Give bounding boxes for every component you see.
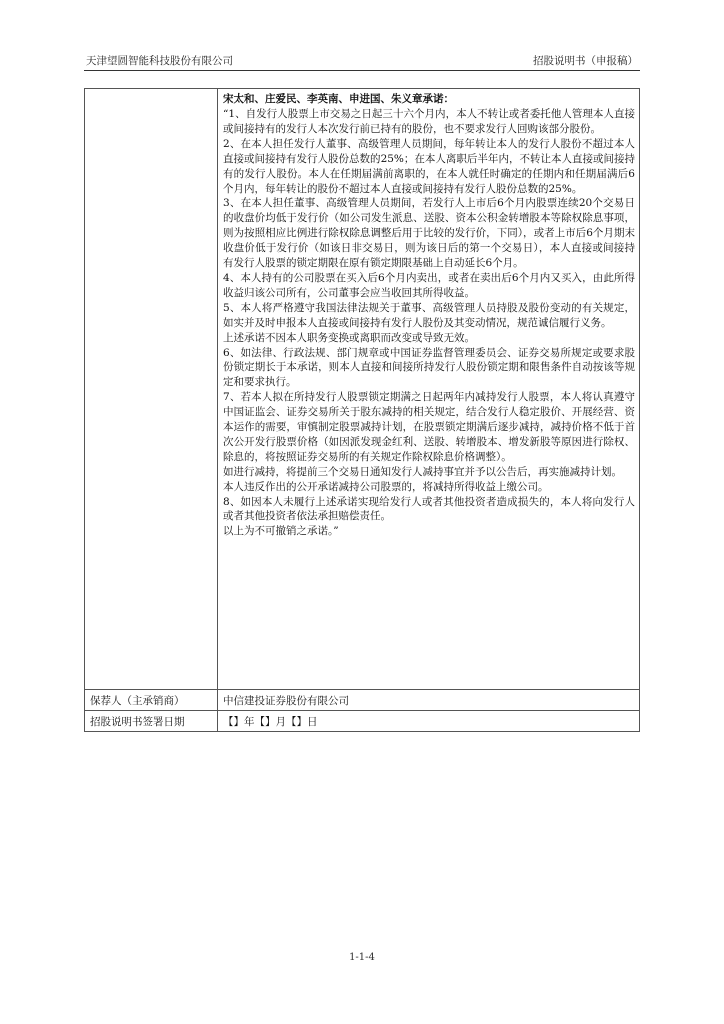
signing-date-label: 招股说明书签署日期 bbox=[85, 711, 218, 732]
commitment-cell bbox=[218, 89, 640, 690]
page-header bbox=[84, 50, 640, 71]
sponsor-label: 保荐人（主承销商） bbox=[85, 690, 218, 711]
commitment-paragraph-1: “1、自发行人股票上市交易之日起三十六个月内，本人不转让或者委托他人管理本人直接或间接持有的发行人本次发行前已持有的股份，也不要求发行人回购该部分股份。 bbox=[223, 108, 635, 135]
commitment-paragraph-6: 上述承诺不因本人职务变换或离职而改变或导致无效。 bbox=[223, 331, 475, 344]
sponsor-value: 中信建投证券股份有限公司 bbox=[218, 690, 640, 711]
empty-label-cell bbox=[85, 89, 218, 690]
commitment-paragraph-11: 8、如因本人未履行上述承诺实现给发行人或者其他投资者造成损失的，本人将向发行人或者其他投资者依法承担赔偿责任。 bbox=[223, 495, 635, 523]
commitment-row bbox=[85, 89, 640, 690]
info-table bbox=[84, 88, 640, 732]
commitment-paragraph-9: 如进行减持，将提前三个交易日通知发行人减持事宜并予以公告后，再实施减持计划。 bbox=[223, 465, 622, 478]
commitment-paragraph-7: 6、如法律、行政法规、部门规章或中国证券监督管理委员会、证券交易所规定或要求股份锁定期长于本承诺，则本人直接和间接所持发行人股份锁定期和限售条件自动按该等规定和要求执行。 bbox=[223, 346, 635, 389]
commitment-paragraph-10: 本人违反作出的公开承诺减持公司股票的，将减持所得收益上缴公司。 bbox=[223, 480, 549, 493]
company-name: 天津望圆智能科技股份有限公司 bbox=[86, 55, 233, 67]
signing-date-row bbox=[85, 711, 640, 732]
page-number: 1-1-4 bbox=[349, 952, 375, 963]
commitment-paragraph-3: 3、在本人担任董事、高级管理人员期间，若发行人上市后6个月内股票连续20个交易日的收盘价均低于发行价（如公司发生派息、送股、资本公积金转增股本等除权除息事项，则为按照相应比例进行除权除息调整后用于比较的发行价，下同），或者上市后6个月期末收盘价低于发行价（如该日非交易日，则为该日后的第一个交易日），本人直接或间接持有发行人股票的锁定期限在原有锁定期限基础上自动延长6个月。 bbox=[223, 197, 635, 270]
commitment-paragraph-8: 7、若本人拟在所持发行人股票锁定期满之日起两年内减持发行人股票，本人将认真遵守中国证监会、证券交易所关于股东减持的相关规定，结合发行人稳定股价、开展经营、资本运作的需要，审慎制定股票减持计划，在股票锁定期满后逐步减持，减持价格不低于首次公开发行股票价格（如因派发现金红利、送股、转增股本、增发新股等原因进行除权、除息的，将按照证券交易所的有关规定作除权除息价格调整）。 bbox=[223, 391, 635, 463]
commitment-paragraph-12: 以上为不可撤销之承诺。” bbox=[223, 525, 339, 538]
commitment-intro: 宋太和、庄爱民、李英南、申进国、朱义章承诺： bbox=[223, 93, 454, 105]
commitment-paragraph-4: 4、本人持有的公司股票在买入后6个月内卖出，或者在卖出后6个月内又买入，由此所得收益归该公司所有，公司董事会应当收回其所得收益。 bbox=[223, 271, 635, 299]
commitment-paragraph-2: 2、在本人担任发行人董事、高级管理人员期间，每年转让本人的发行人股份不超过本人直接或间接持有发行人股份总数的25%；在本人离职后半年内，不转让本人直接或间接持有的发行人股份。本人在任期届满前离职的，在本人就任时确定的任期内和任期届满后6个月内，每年转让的股份不超过本人直接或间接持有发行人股份总数的25%。 bbox=[223, 137, 635, 195]
sponsor-row bbox=[85, 690, 640, 711]
signing-date-value: 【】年【】月【】日 bbox=[218, 711, 640, 732]
commitment-paragraph-5: 5、本人将严格遵守我国法律法规关于董事、高级管理人员持股及股份变动的有关规定，如实并及时申报本人直接或间接持有发行人股份及其变动情况，规范诚信履行义务。 bbox=[223, 301, 635, 329]
document-title: 招股说明书（申报稿） bbox=[533, 55, 638, 67]
